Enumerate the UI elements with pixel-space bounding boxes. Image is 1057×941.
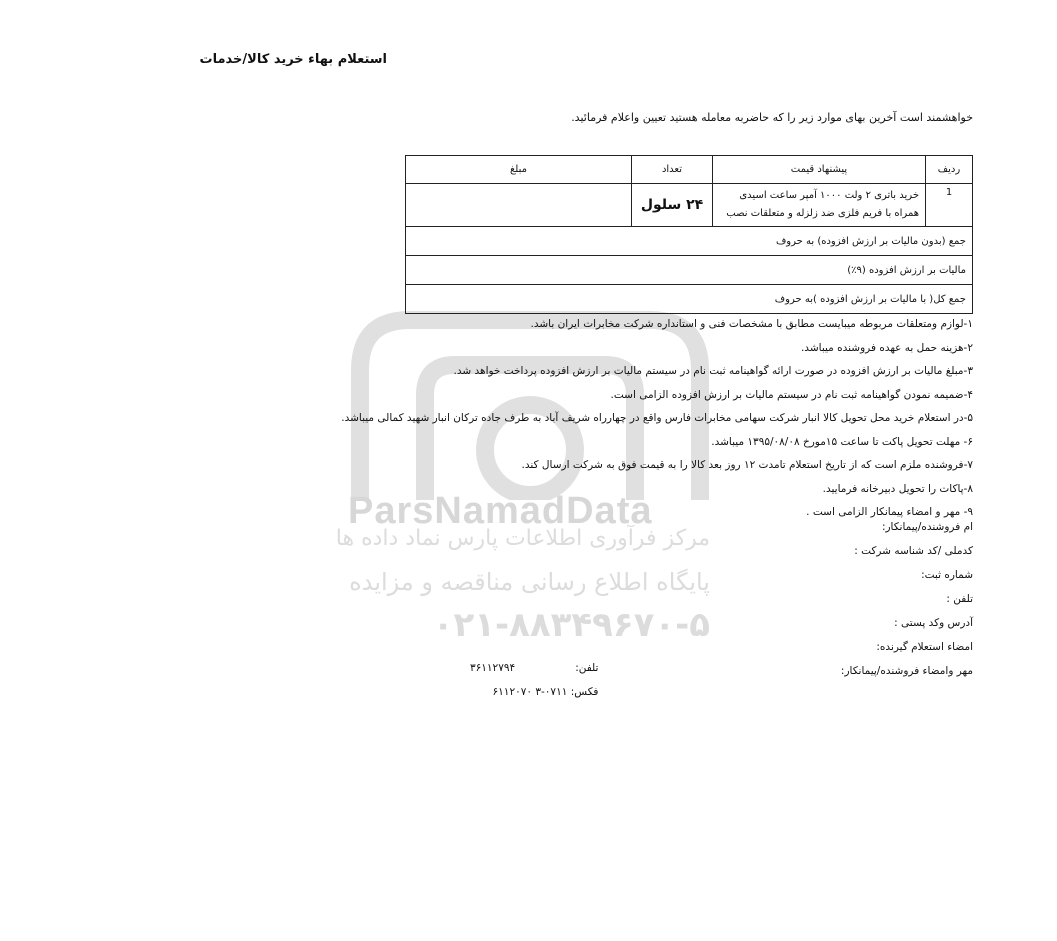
- item-description-line-2: همراه با فریم فلزی ضد زلزله و متعلقات نصب: [726, 208, 919, 219]
- vat-row: [406, 256, 973, 285]
- fax-label: فکس:: [570, 686, 599, 698]
- contact-phone-line: [470, 656, 598, 680]
- note-item: ۶- مهلت تحویل پاکت تا ساعت ۱۵مورخ ۱۳۹۵/۰۸/۰۸ میباشد.: [711, 435, 973, 448]
- note-item: ۴-ضمیمه نمودن گواهینامه ثبت نام در سیستم مالیات بر ارزش افزوده الزامی است.: [610, 388, 973, 401]
- total-row: [406, 285, 973, 314]
- item-description: [713, 184, 926, 227]
- vendor-fields: [841, 521, 973, 689]
- address-field: آدرس وکد پستی :: [894, 617, 973, 629]
- note-item: ۹- مهر و امضاء پیمانکار الزامی است .: [806, 506, 973, 518]
- table-header-row: [406, 156, 973, 184]
- header-description: پیشنهاد قیمت: [713, 156, 926, 184]
- vendor-seal-field: مهر وامضاء فروشنده/پیمانکار:: [840, 665, 973, 677]
- notes-list: [341, 313, 973, 525]
- registration-number-field: شماره ثبت:: [921, 569, 973, 581]
- total-with-tax: جمع کل( با مالیات بر ارزش افزوده )به حروف: [406, 285, 973, 314]
- intro-text: خواهشمند است آخرین بهای موارد زیر را که حاضربه معامله هستید تعیین واعلام فرمائید.: [571, 111, 973, 124]
- item-amount[interactable]: [406, 184, 632, 227]
- inquirer-signature-field: امضاء استعلام گیرنده:: [876, 641, 973, 653]
- sum-without-tax: جمع (بدون مالیات بر ارزش افزوده) به حروف: [406, 227, 973, 256]
- note-item: ۱-لوازم ومتعلقات مربوطه میبایست مطابق با مشخصات فنی و استانداره شرکت مخابرات ایران باشد.: [530, 318, 973, 330]
- header-quantity: تعداد: [632, 156, 713, 184]
- note-item: ۵-در استعلام خرید محل تحویل کالا انبار شرکت سهامی مخابرات فارس واقع در چهارراه شریف آباد به طرف جاده ترکان انبار شهید کمالی میباشد.: [341, 412, 973, 424]
- vendor-name-field: ام فروشنده/پیمانکار:: [881, 521, 973, 533]
- phone-label: تلفن:: [575, 662, 599, 674]
- fax-value: ۰۷۱۱-۳ ۶۱۱۲۰۷۰: [492, 686, 568, 698]
- table-row: [406, 184, 973, 227]
- watermark-line-2: پایگاه اطلاع رسانی مناقصه و مزایده: [349, 568, 710, 596]
- contact-fax-line: [470, 680, 598, 704]
- header-amount: مبلغ: [406, 156, 632, 184]
- phone-value: ۳۶۱۱۲۷۹۴: [470, 662, 516, 674]
- national-id-field: کدملی /کد شناسه شرکت :: [854, 545, 973, 557]
- item-quantity: ۲۴ سلول: [632, 184, 713, 227]
- item-row-number: 1: [926, 184, 973, 227]
- watermark-phone: ۰۲۱-۸۸۳۴۹۶۷۰-۵: [432, 605, 710, 645]
- note-item: ۳-مبلغ مالیات بر ارزش افزوده در صورت ارائه گواهینامه ثبت نام در سیستم مالیات بر ارزش افزوده پرداخت خواهد شد.: [453, 365, 973, 377]
- phone-field: تلفن :: [946, 593, 973, 605]
- note-item: ۲-هزینه حمل به عهده فروشنده میباشد.: [800, 341, 973, 354]
- note-item: ۷-فروشنده ملزم است که از تاریخ استعلام تامدت ۱۲ روز بعد کالا را به قیمت فوق به شرکت ارسال کند.: [521, 459, 973, 471]
- page-title: استعلام بهاء خرید کالا/خدمات: [199, 52, 387, 67]
- watermark-line-1: مرکز فرآوری اطلاعات پارس نماد داده ها: [335, 526, 710, 551]
- item-description-line-1: خرید باتری ۲ ولت ۱۰۰۰ آمپر ساعت اسیدی: [739, 190, 919, 201]
- sum-without-tax-row: [406, 227, 973, 256]
- vat: مالیات بر ارزش افزوده (۹٪): [406, 256, 973, 285]
- watermark-brand: ParsNamadData: [348, 490, 653, 532]
- note-item: ۸-پاکات را تحویل دبیرخانه فرمایید.: [822, 482, 973, 495]
- header-row-number: ردیف: [926, 156, 973, 184]
- quote-table: [405, 155, 973, 314]
- contact-info: [470, 656, 598, 704]
